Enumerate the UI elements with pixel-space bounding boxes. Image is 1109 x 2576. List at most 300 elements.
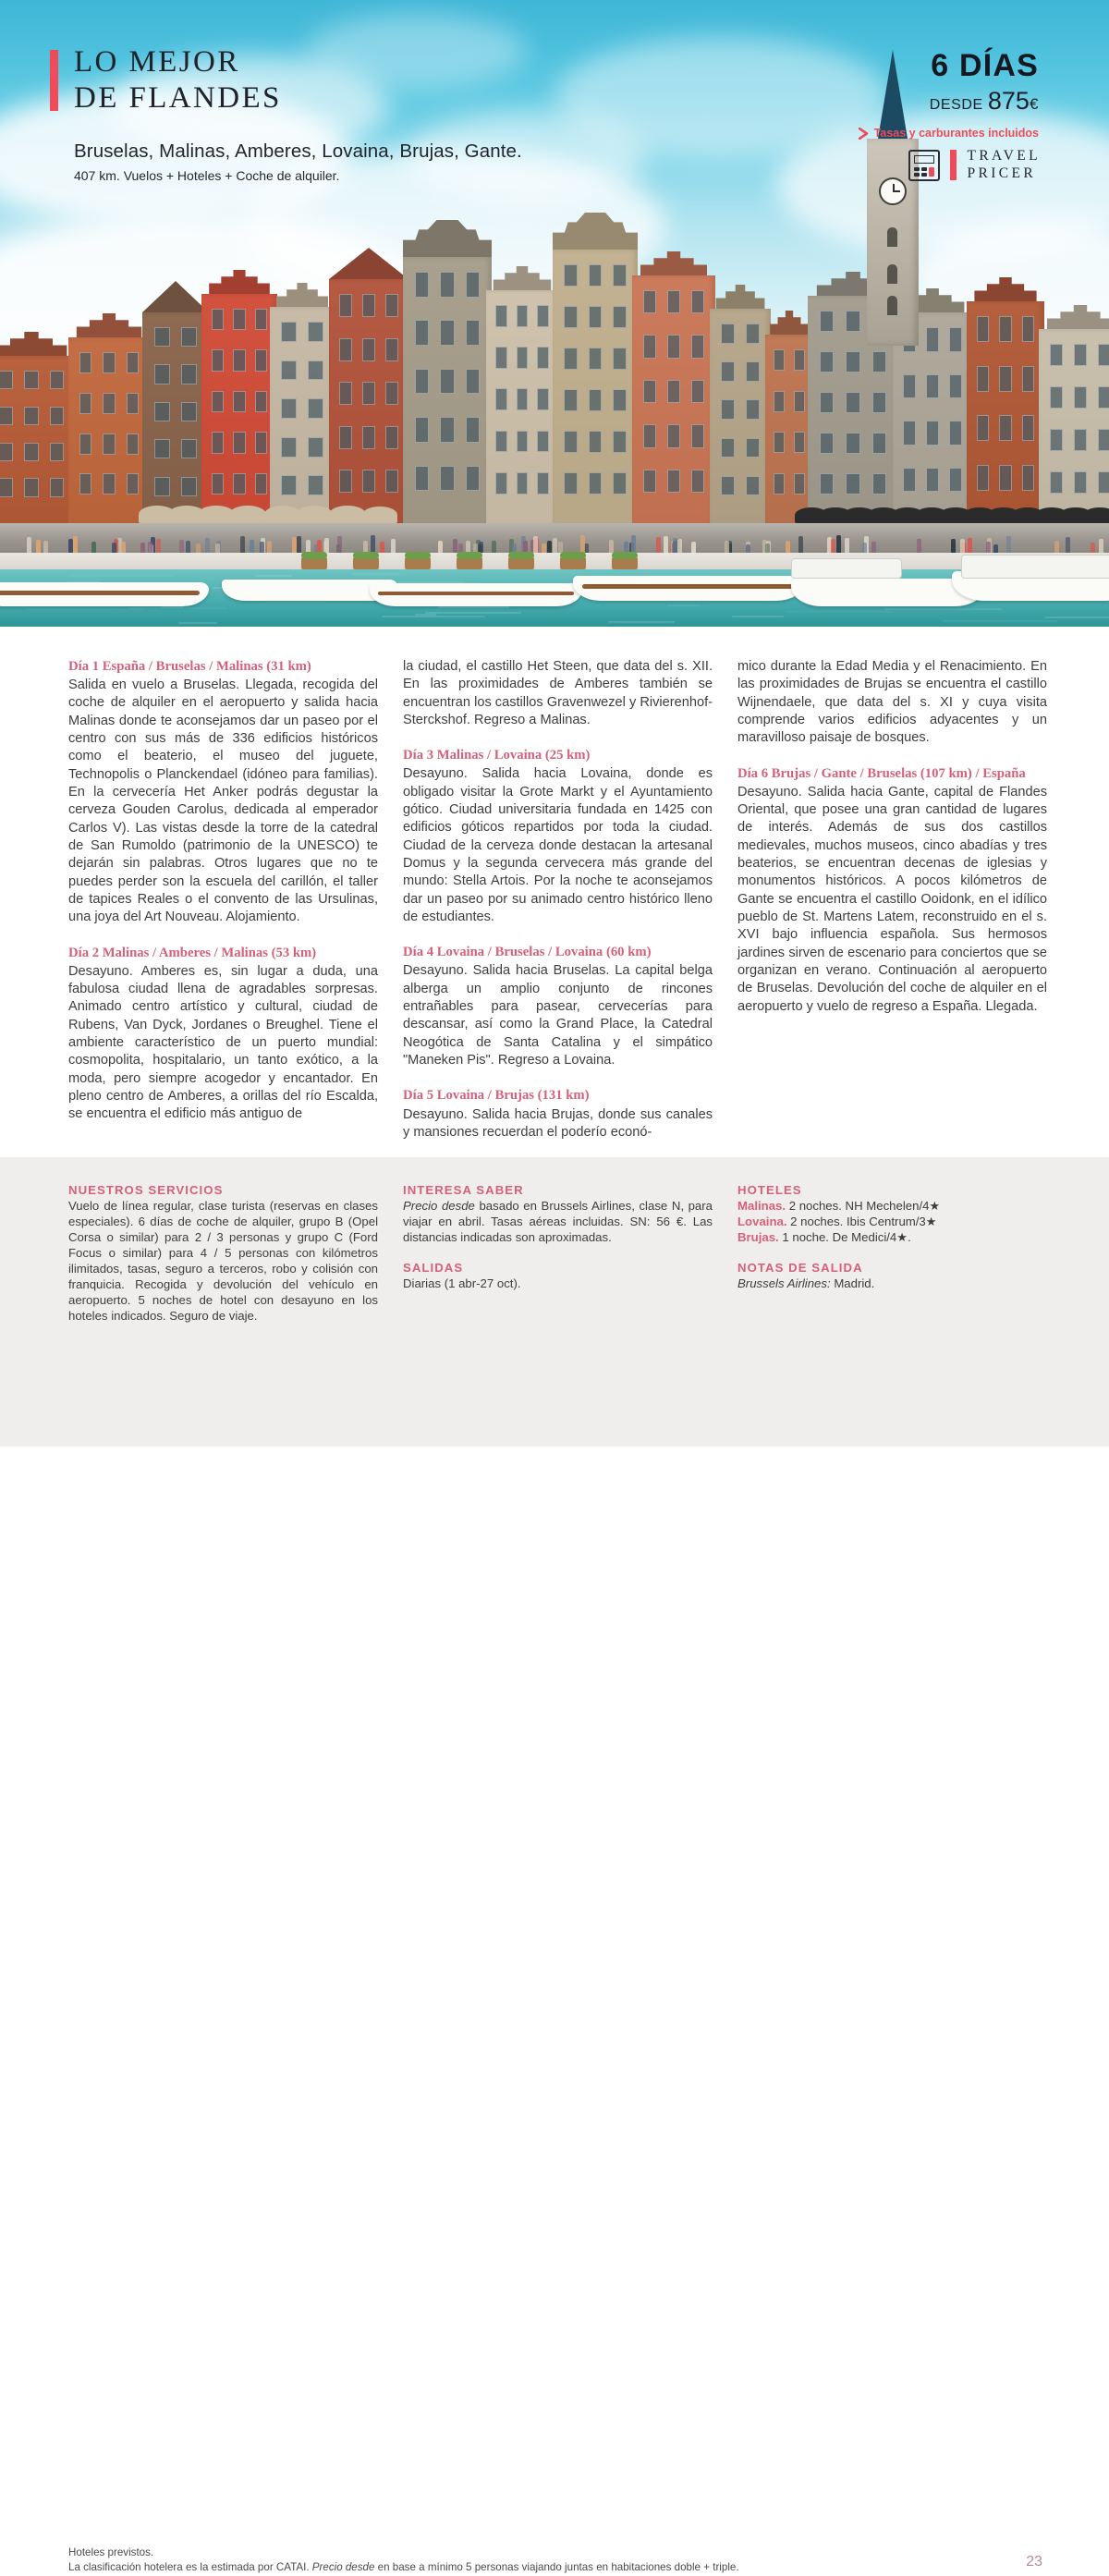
interesa-text-italic: Precio desde: [403, 1199, 475, 1213]
window: [977, 465, 989, 491]
window: [415, 320, 429, 346]
window: [643, 335, 656, 358]
window: [255, 309, 267, 330]
window: [926, 421, 939, 446]
building: [1039, 329, 1109, 527]
window: [103, 473, 116, 494]
window: [154, 327, 170, 347]
window: [212, 309, 224, 330]
window: [212, 349, 224, 371]
window: [385, 426, 398, 449]
window: [233, 349, 245, 371]
building: [270, 307, 335, 527]
window: [517, 388, 528, 410]
window: [564, 348, 578, 370]
window: [181, 402, 197, 421]
hoteles-block: [737, 1183, 1047, 1245]
window: [255, 349, 267, 371]
notas-text-italic: Brussels Airlines:: [737, 1276, 831, 1291]
window: [255, 391, 267, 412]
window: [846, 351, 860, 372]
window: [415, 369, 429, 395]
hotel-row: [737, 1198, 1047, 1214]
window: [79, 473, 92, 494]
gable-roof: [486, 266, 558, 290]
window: [212, 473, 224, 494]
water-ripple: [425, 612, 522, 614]
window: [613, 264, 627, 287]
window: [0, 371, 13, 389]
window: [564, 472, 578, 494]
window: [774, 391, 785, 412]
building: [142, 312, 209, 527]
window: [308, 398, 323, 419]
taxes-note: [859, 127, 1039, 140]
calculator-icon: [908, 150, 940, 181]
window: [589, 389, 603, 411]
window: [564, 431, 578, 453]
destinations-subtitle: Bruselas, Malinas, Amberes, Lovaina, Brujas, Gante.: [74, 140, 522, 162]
window: [977, 316, 989, 342]
window: [537, 305, 548, 327]
interesa-block: [403, 1183, 713, 1245]
price-block: [859, 48, 1039, 140]
hotel-row: [737, 1214, 1047, 1229]
window: [440, 272, 454, 298]
hoteles-heading: HOTELES: [737, 1183, 802, 1197]
window: [308, 437, 323, 458]
day-text: Salida en vuelo a Bruselas. Llegada, recogida del coche de alquiler en el aeropuerto y salida hacia Malinas donde te aconsejamos dar un paseo por el centro con sus más de 336 edificios históricos como el beaterio, el museo del juguete, Technopolis o Planckendael (idóneo para familias). En la cervecería Het Anker podrás degustar la cerveza Gouden Carolus, dedicada al emperador Carlos V). Las vistas desde la torre de la catedral de San Rumoldo (patrimonio de la UNESCO) te dejarán sin palabras. Otros lugares que no te puedes perder son la escuela del carillón, el taller de tapices Reales o el convento de las Ursulinas, una joya del Art Nouveau. Alojamiento.: [68, 678, 378, 925]
window: [774, 432, 785, 453]
boat-canopy: [791, 558, 902, 579]
window: [721, 399, 736, 420]
planter-box: [612, 557, 638, 569]
window: [820, 473, 835, 494]
interesa-heading: INTERESA SABER: [403, 1183, 524, 1197]
itinerary-column-1: [68, 658, 378, 1141]
window: [794, 473, 805, 494]
window: [667, 380, 680, 403]
window: [667, 470, 680, 493]
window: [154, 364, 170, 384]
window: [154, 477, 170, 496]
hotel-detail: 2 noches. NH Mechelen/4★: [786, 1199, 941, 1213]
window: [643, 290, 656, 313]
window: [820, 392, 835, 413]
water-ripple: [786, 611, 892, 613]
window: [466, 369, 480, 395]
notas-heading: NOTAS DE SALIDA: [737, 1261, 863, 1276]
taxes-note-label: Tasas y carburantes incluidos: [873, 127, 1039, 140]
window: [564, 389, 578, 411]
window: [362, 382, 375, 405]
window: [127, 393, 140, 414]
hotel-city: Malinas.: [737, 1199, 786, 1213]
logo-accent-bar: [950, 150, 957, 180]
window: [362, 338, 375, 361]
salidas-text: Diarias (1 abr-27 oct).: [403, 1276, 521, 1291]
window: [721, 324, 736, 344]
window: [1050, 344, 1063, 366]
window: [362, 470, 375, 493]
window: [440, 466, 454, 492]
parasol: [296, 506, 333, 523]
hotel-city: Brujas.: [737, 1230, 779, 1245]
services-heading: NUESTROS SERVICIOS: [68, 1183, 224, 1197]
window: [212, 391, 224, 412]
window: [794, 432, 805, 453]
info-columns: [68, 1183, 1048, 1324]
hotel-detail: 2 noches. Ibis Centrum/3★: [786, 1215, 937, 1229]
window: [103, 352, 116, 373]
building: [329, 279, 408, 527]
day-text: Desayuno. Amberes es, sin lugar a duda, una fabulosa ciudad llena de agradables sorpresas. Animado centro artístico y cultural, ciudad de Rubens, Van Dyck, Jordanes o Breughel. Tiene el ambiente característico de un puerto mundial: cosmopolita, hospitalario, un tanto exótico, a la moda, pero siempre acogedor y encantador. En pleno centro de Amberes, a orillas del río Escalda, se encuentra el edificio más antiguo de: [68, 963, 378, 1122]
title-block: [50, 44, 522, 183]
window: [613, 389, 627, 411]
window: [613, 348, 627, 370]
gable-roof: [142, 281, 209, 312]
planter-box: [301, 557, 327, 569]
page-title-line1: LO MEJOR: [74, 45, 240, 79]
gable-roof: [710, 285, 771, 309]
window: [537, 388, 548, 410]
hotel-detail: 1 noche. De Medici/4★.: [778, 1230, 911, 1245]
window: [721, 361, 736, 382]
window: [691, 424, 704, 447]
window: [691, 470, 704, 493]
window: [589, 264, 603, 287]
currency-symbol: €: [1029, 95, 1039, 113]
window: [50, 371, 64, 389]
window: [24, 443, 38, 461]
window: [339, 382, 352, 405]
window: [1074, 471, 1087, 494]
window: [589, 431, 603, 453]
window: [495, 472, 506, 494]
window: [154, 402, 170, 421]
window: [926, 468, 939, 493]
gable-roof: [403, 220, 492, 257]
window: [643, 380, 656, 403]
window: [999, 366, 1011, 392]
window: [949, 374, 962, 399]
window: [589, 306, 603, 328]
window: [233, 473, 245, 494]
window: [79, 393, 92, 414]
water-ripple: [943, 620, 1057, 622]
window: [949, 421, 962, 446]
window: [999, 316, 1011, 342]
window: [903, 374, 916, 399]
window: [691, 335, 704, 358]
window: [255, 473, 267, 494]
window: [1098, 344, 1109, 366]
window: [643, 424, 656, 447]
logo-line2: PRICER: [967, 165, 1037, 181]
window: [181, 477, 197, 496]
window: [746, 476, 761, 496]
page-title-line2: DE FLANDES: [74, 80, 282, 115]
window: [1022, 366, 1034, 392]
window: [564, 264, 578, 287]
window: [746, 399, 761, 420]
window: [977, 366, 989, 392]
window: [1074, 386, 1087, 409]
info-column-hoteles: [737, 1183, 1047, 1324]
interesa-text: [403, 1198, 713, 1245]
from-label: DESDE: [929, 97, 983, 113]
window: [495, 347, 506, 369]
price-row: [859, 87, 1039, 116]
window: [495, 431, 506, 453]
window: [846, 433, 860, 454]
window: [794, 391, 805, 412]
gable-roof: [553, 213, 638, 250]
services-text: Vuelo de línea regular, clase turista (reservas en clases especiales). 6 días de coche de alquiler, grupo B (Opel Corsa o similar) para 2 / 3 personas y grupo C (Ford Focus o similar) para 4 / 5 personas con kilómetros ilimitados, tasas, seguro a terceros, robo y colisión con franquicia. Recogida y devolución del vehículo en aeropuerto. 5 noches de hotel con desayuno en los hoteles indicados. Seguro de viaje.: [68, 1199, 378, 1324]
window: [667, 290, 680, 313]
window: [233, 309, 245, 330]
window: [589, 472, 603, 494]
parasol: [1083, 507, 1109, 523]
window: [691, 290, 704, 313]
window: [746, 324, 761, 344]
window: [127, 473, 140, 494]
day-heading: Día 3 Malinas / Lovaina (25 km): [403, 748, 591, 763]
window: [181, 364, 197, 384]
building: [201, 294, 277, 527]
window: [308, 475, 323, 495]
window: [50, 443, 64, 461]
ghent-skyline: [0, 139, 1109, 527]
window: [281, 360, 297, 381]
clock-face: [879, 177, 907, 205]
building: [403, 257, 492, 527]
window: [466, 417, 480, 443]
water-ripple: [608, 621, 675, 623]
gable-roof: [967, 277, 1044, 301]
window: [1074, 344, 1087, 366]
logo-line1: TRAVEL: [967, 148, 1041, 164]
planter-box: [353, 557, 379, 569]
services-block: [68, 1183, 378, 1324]
water-ripple: [732, 616, 784, 617]
salidas-heading: SALIDAS: [403, 1261, 464, 1276]
window: [926, 327, 939, 352]
planter-box: [405, 557, 431, 569]
building: [710, 309, 771, 527]
window: [517, 305, 528, 327]
building: [486, 290, 558, 527]
window: [746, 438, 761, 458]
window: [721, 438, 736, 458]
window: [1022, 316, 1034, 342]
day-heading: Día 1 España / Bruselas / Malinas (31 km): [68, 659, 311, 674]
window: [589, 348, 603, 370]
duration-label: 6 DÍAS: [931, 48, 1039, 83]
window: [339, 426, 352, 449]
price-amount: 875: [987, 87, 1030, 115]
window: [0, 443, 13, 461]
day-heading: Día 4 Lovaina / Bruselas / Lovaina (60 km): [403, 945, 652, 960]
window: [517, 431, 528, 453]
info-column-services: [68, 1183, 378, 1324]
window: [181, 327, 197, 347]
building: [967, 301, 1044, 527]
window: [339, 338, 352, 361]
building: [632, 275, 715, 527]
water-ripple: [178, 622, 217, 624]
day-text: Desayuno. Salida hacia Brujas, donde sus canales y mansiones recuerdan el poderío econó-: [403, 1106, 713, 1140]
parasol: [362, 507, 397, 523]
day-heading: Día 5 Lovaina / Brujas (131 km): [403, 1088, 590, 1104]
window: [308, 322, 323, 342]
window: [999, 415, 1011, 441]
water-ripple: [438, 616, 486, 617]
footnote: [68, 2545, 739, 2576]
window: [1098, 386, 1109, 409]
interesa-text-rest: basado en Brussels Airlines, clase N, para viajar en abril. Tasas aéreas incluidas. SN: 56 €. Las distancias indicadas son aproximadas.: [403, 1199, 713, 1245]
window: [0, 407, 13, 425]
window: [1050, 429, 1063, 451]
window: [339, 470, 352, 493]
day-text: la ciudad, el castillo Het Steen, que data del s. XII. En las proximidades de Amberes también se encuentran los castillos Gravenwezel y Rivierenhof-Sterckshof. Regreso a Malinas.: [403, 659, 713, 727]
gable-roof: [329, 248, 408, 279]
day-text: Desayuno. Salida hacia Lovaina, donde es obligado visitar la Grote Markt y el Ayuntamiento gótico. Ciudad universitaria fundada en 1425 con edificios góticos repartidos por toda la ciudad. Ciudad de la cerveza donde destacan la artesanal Domus y la segunda cervecera más grande del mundo: Stella Artois. Por la noche te aconsejamos dar un paseo por su animado centro histórico lleno de estudiantes.: [403, 766, 713, 925]
window: [1050, 386, 1063, 409]
gable-roof: [68, 313, 150, 337]
window: [233, 391, 245, 412]
hotel-row: [737, 1229, 1047, 1245]
window: [79, 352, 92, 373]
water-ripple: [1045, 617, 1109, 618]
window: [667, 424, 680, 447]
window: [872, 392, 887, 413]
building: [765, 335, 813, 527]
route-info: 407 km. Vuelos + Hoteles + Coche de alquiler.: [74, 167, 340, 183]
window: [1098, 471, 1109, 494]
window: [127, 433, 140, 455]
window: [415, 466, 429, 492]
notas-text-rest: Madrid.: [830, 1276, 875, 1291]
window: [872, 433, 887, 454]
footnote-line2-italic: Precio desde: [311, 2561, 375, 2574]
day-text: Desayuno. Salida hacia Gante, capital de Flandes Oriental, que posee una gran cantidad de lugares de interés. Además de sus dos castillos medievales, muchos museos, cinco abadías y tres beaterios, se encuentran decenas de iglesias y monumentos históricos. A pocos kilómetros de Gante se encuentra el castillo Ooidonk, en el idílico pueblo de St. Martens Latem, reconstruido en el s. XVI bajo influencia española. Sus hermosos jardines sirven de escenario para conciertos que se organizan en verano. Continuación al aeropuerto de Bruselas. Devolución del coche de alquiler en el aeropuerto y vuelo de regreso a España. Llegada.: [737, 784, 1047, 1014]
travel-pricer-logo: [908, 148, 1041, 183]
window: [1022, 415, 1034, 441]
window: [385, 382, 398, 405]
window: [255, 432, 267, 453]
parasol: [329, 506, 366, 523]
notas-block: [737, 1261, 1047, 1291]
accent-bar: [50, 50, 58, 111]
planter-box: [457, 557, 482, 569]
window: [308, 360, 323, 381]
window: [103, 393, 116, 414]
window: [872, 473, 887, 494]
window: [1098, 429, 1109, 451]
window: [1022, 465, 1034, 491]
window: [466, 272, 480, 298]
gable-roof: [0, 332, 76, 356]
window: [926, 374, 939, 399]
window: [362, 426, 375, 449]
gable-roof: [1039, 305, 1109, 329]
window: [440, 417, 454, 443]
boat-canopy: [961, 555, 1109, 579]
window: [949, 468, 962, 493]
window: [385, 294, 398, 317]
salidas-block: [403, 1261, 713, 1291]
window: [820, 351, 835, 372]
footnote-line2: [68, 2560, 739, 2575]
window: [613, 472, 627, 494]
gable-roof: [765, 311, 813, 335]
window: [181, 439, 197, 458]
window: [466, 466, 480, 492]
window: [339, 294, 352, 317]
window: [977, 415, 989, 441]
window: [440, 320, 454, 346]
window: [820, 311, 835, 332]
window: [50, 407, 64, 425]
canal-boat: [573, 576, 804, 601]
day-text: mico durante la Edad Media y el Renacimiento. En las proximidades de Brujas se encuentra el castillo Wijnendaele, que data del s. XI y cuya visita comprende varios edificios adyacentes y un maravilloso paisaje de bosques.: [737, 659, 1047, 746]
window: [24, 407, 38, 425]
window: [495, 388, 506, 410]
window: [281, 475, 297, 495]
day-text: Desayuno. Salida hacia Bruselas. La capital belga alberga un amplio conjunto de rincones entrañables para pasear, cervecerías para descansar, así como la Grand Place, la Catedral Neogótica de Santa Catalina y el simpático "Maneken Pis". Regreso a Lovaina.: [403, 963, 713, 1068]
window: [903, 468, 916, 493]
window: [537, 431, 548, 453]
building: [0, 356, 76, 527]
window: [721, 476, 736, 496]
window: [127, 352, 140, 373]
window: [774, 473, 785, 494]
window: [79, 433, 92, 455]
window: [537, 347, 548, 369]
day-heading: Día 6 Brujas / Gante / Bruselas (107 km) / España: [737, 765, 1026, 781]
window: [564, 306, 578, 328]
window: [281, 437, 297, 458]
footnote-line2-a: La clasificación hotelera es la estimada por CATAI.: [68, 2561, 312, 2574]
itinerary-column-3: [737, 658, 1047, 1141]
canal-boat: [370, 583, 582, 606]
window: [794, 349, 805, 371]
footnote-line1: Hoteles previstos.: [68, 2546, 154, 2558]
window: [746, 361, 761, 382]
gable-roof: [201, 270, 277, 294]
window: [103, 433, 116, 455]
window: [212, 432, 224, 453]
planter-box: [508, 557, 534, 569]
window: [820, 433, 835, 454]
window: [846, 473, 860, 494]
window: [1074, 429, 1087, 451]
itinerary-columns: [68, 658, 1048, 1139]
window: [385, 470, 398, 493]
window: [495, 305, 506, 327]
parasol: [229, 506, 266, 523]
notas-text: [737, 1276, 1047, 1291]
building: [68, 337, 150, 527]
hoteles-list: [737, 1198, 1047, 1245]
window: [613, 306, 627, 328]
window: [24, 371, 38, 389]
chevron-right-icon: [859, 128, 869, 140]
footnote-line2-b: en base a mínimo 5 personas viajando juntas en habitaciones doble + triple.: [374, 2561, 739, 2574]
window: [0, 478, 13, 496]
window: [949, 327, 962, 352]
